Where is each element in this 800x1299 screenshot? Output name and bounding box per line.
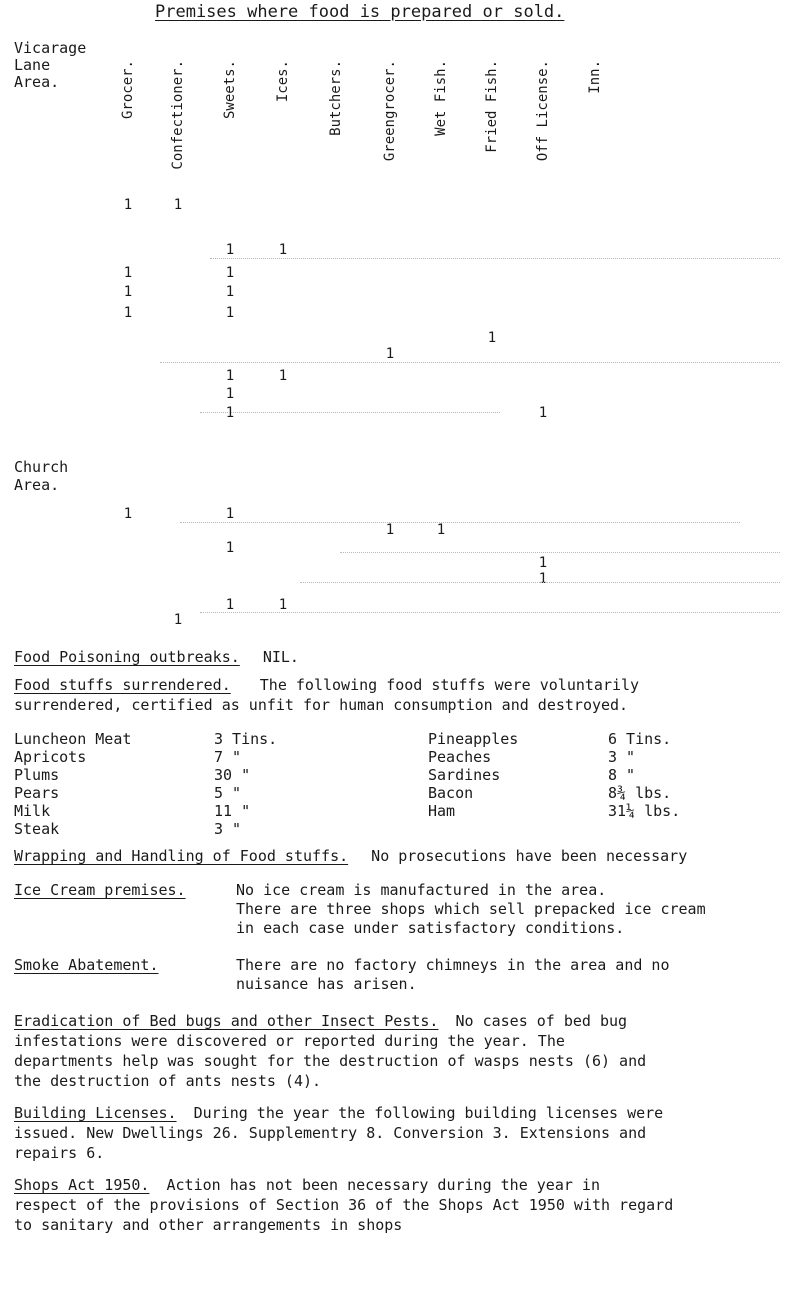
item-quantity: 31¼ lbs.	[608, 802, 681, 820]
area-label-line: Area.	[14, 476, 60, 494]
tally-mark: 1	[538, 555, 548, 571]
area-label-church	[14, 458, 68, 494]
item-quantity: 6 Tins.	[608, 730, 672, 748]
smoke-text	[236, 956, 669, 994]
area-label-line: Lane	[14, 56, 51, 74]
bed-bugs-line: the destruction of ants nests (4).	[14, 1072, 322, 1090]
column-header: Inn.	[587, 60, 603, 94]
wrapping-heading: Wrapping and Handling of Food stuffs.	[14, 847, 349, 865]
item-quantity: 5 "	[214, 784, 242, 802]
column-header: Confectioner.	[170, 60, 186, 170]
surrendered-row	[14, 784, 314, 802]
tally-mark: 1	[278, 368, 288, 384]
food-poisoning-value: NIL.	[262, 648, 299, 666]
item-name: Sardines	[428, 766, 501, 784]
tally-mark: 1	[225, 386, 235, 402]
item-name: Plums	[14, 766, 60, 784]
tally-mark: 1	[173, 197, 183, 213]
item-quantity: 11 "	[214, 802, 251, 820]
tally-mark: 1	[385, 346, 395, 362]
bed-bugs-line: infestations were discovered or reported during the year. The	[14, 1032, 565, 1050]
tally-mark: 1	[225, 242, 235, 258]
surrendered-row	[14, 730, 314, 748]
area-label-line: Vicarage	[14, 39, 87, 57]
tally-mark: 1	[123, 305, 133, 321]
item-name: Apricots	[14, 748, 87, 766]
column-header: Greengrocer.	[382, 60, 398, 162]
tally-mark: 1	[278, 242, 288, 258]
tally-mark: 1	[225, 540, 235, 556]
bed-bugs-paragraph	[14, 1011, 786, 1091]
column-header: Sweets.	[222, 60, 238, 120]
building-paragraph	[14, 1103, 786, 1163]
bed-bugs-line: departments help was sought for the destruction of wasps nests (6) and	[14, 1052, 647, 1070]
row-rule	[300, 582, 780, 583]
item-quantity: 8 "	[608, 766, 636, 784]
bed-bugs-first: No cases of bed bug	[455, 1012, 628, 1030]
surrendered-line-2: surrendered, certified as unfit for human consumption and destroyed.	[14, 696, 629, 714]
surrendered-row	[428, 784, 718, 802]
tally-mark: 1	[225, 305, 235, 321]
ice-cream-text	[236, 881, 706, 938]
tally-mark: 1	[123, 284, 133, 300]
row-rule	[200, 412, 500, 413]
column-header: Wet Fish.	[433, 60, 449, 136]
surrendered-intro: The following food stuffs were voluntarily	[259, 676, 640, 694]
tally-mark: 1	[278, 597, 288, 613]
surrendered-line-1	[14, 676, 639, 694]
smoke-line: nuisance has arisen.	[236, 975, 417, 993]
surrendered-table-left	[14, 730, 314, 838]
food-poisoning-heading: Food Poisoning outbreaks.	[14, 648, 240, 666]
smoke-line: There are no factory chimneys in the area and no	[236, 956, 670, 974]
item-name: Pears	[14, 784, 60, 802]
column-header: Fried Fish.	[484, 60, 500, 153]
item-quantity: 3 "	[608, 748, 636, 766]
surrendered-row	[428, 748, 718, 766]
area-label-line: Church	[14, 458, 69, 476]
tally-mark: 1	[225, 265, 235, 281]
row-rule	[180, 522, 740, 523]
surrendered-row	[14, 820, 314, 838]
building-first: During the year the following building licenses were	[193, 1104, 664, 1122]
tally-mark: 1	[173, 612, 183, 628]
shops-act-line: to sanitary and other arrangements in shops	[14, 1216, 403, 1234]
tally-mark: 1	[538, 571, 548, 587]
tally-mark: 1	[225, 284, 235, 300]
tally-mark: 1	[538, 405, 548, 421]
row-rule	[160, 362, 780, 363]
shops-act-heading: Shops Act 1950.	[14, 1176, 150, 1194]
row-rule	[340, 552, 780, 553]
wrapping-text: No prosecutions have been necessary	[371, 847, 688, 865]
item-name: Ham	[428, 802, 456, 820]
tally-mark: 1	[225, 368, 235, 384]
building-heading: Building Licenses.	[14, 1104, 177, 1122]
tally-mark: 1	[123, 197, 133, 213]
surrendered-row	[428, 802, 718, 820]
wrapping-line	[14, 847, 687, 865]
tally-mark: 1	[123, 265, 133, 281]
ice-cream-heading: Ice Cream premises.	[14, 881, 186, 899]
column-header: Grocer.	[120, 60, 136, 120]
food-poisoning-line	[14, 648, 299, 666]
tally-mark: 1	[123, 506, 133, 522]
tally-mark: 1	[225, 506, 235, 522]
tally-mark: 1	[436, 522, 446, 538]
ice-cream-line: There are three shops which sell prepacked ice cream	[236, 900, 706, 918]
surrendered-row	[14, 766, 314, 784]
item-quantity: 8¾ lbs.	[608, 784, 672, 802]
item-name: Steak	[14, 820, 60, 838]
building-line: issued. New Dwellings 26. Supplementry 8. Conversion 3. Extensions and	[14, 1124, 647, 1142]
area-label-vicarage	[14, 40, 86, 91]
ice-cream-line: in each case under satisfactory conditions.	[236, 919, 625, 937]
item-name: Milk	[14, 802, 51, 820]
row-rule	[200, 612, 780, 613]
surrendered-row	[14, 802, 314, 820]
tally-mark: 1	[385, 522, 395, 538]
item-name: Pineapples	[428, 730, 519, 748]
page-title: Premises where food is prepared or sold.	[155, 2, 565, 22]
column-header: Off License.	[535, 60, 551, 162]
item-quantity: 3 "	[214, 820, 242, 838]
shops-act-paragraph	[14, 1175, 786, 1235]
item-name: Bacon	[428, 784, 474, 802]
tally-mark: 1	[225, 597, 235, 613]
surrendered-row	[428, 730, 718, 748]
column-header: Butchers.	[328, 60, 344, 136]
item-name: Peaches	[428, 748, 492, 766]
item-quantity: 30 "	[214, 766, 251, 784]
column-header: Ices.	[275, 60, 291, 103]
shops-act-first: Action has not been necessary during the year in	[166, 1176, 600, 1194]
tally-mark: 1	[225, 405, 235, 421]
shops-act-line: respect of the provisions of Section 36 of the Shops Act 1950 with regard	[14, 1196, 674, 1214]
surrendered-table-right	[428, 730, 718, 820]
row-rule	[210, 258, 780, 259]
item-quantity: 7 "	[214, 748, 242, 766]
tally-mark: 1	[487, 330, 497, 346]
building-line: repairs 6.	[14, 1144, 105, 1162]
surrendered-heading: Food stuffs surrendered.	[14, 676, 231, 694]
ice-cream-line: No ice cream is manufactured in the area.	[236, 881, 607, 899]
item-quantity: 3 Tins.	[214, 730, 278, 748]
surrendered-row	[14, 748, 314, 766]
item-name: Luncheon Meat	[14, 730, 132, 748]
smoke-heading: Smoke Abatement.	[14, 956, 159, 974]
area-label-line: Area.	[14, 73, 60, 91]
bed-bugs-heading: Eradication of Bed bugs and other Insect Pests.	[14, 1012, 439, 1030]
surrendered-row	[428, 766, 718, 784]
